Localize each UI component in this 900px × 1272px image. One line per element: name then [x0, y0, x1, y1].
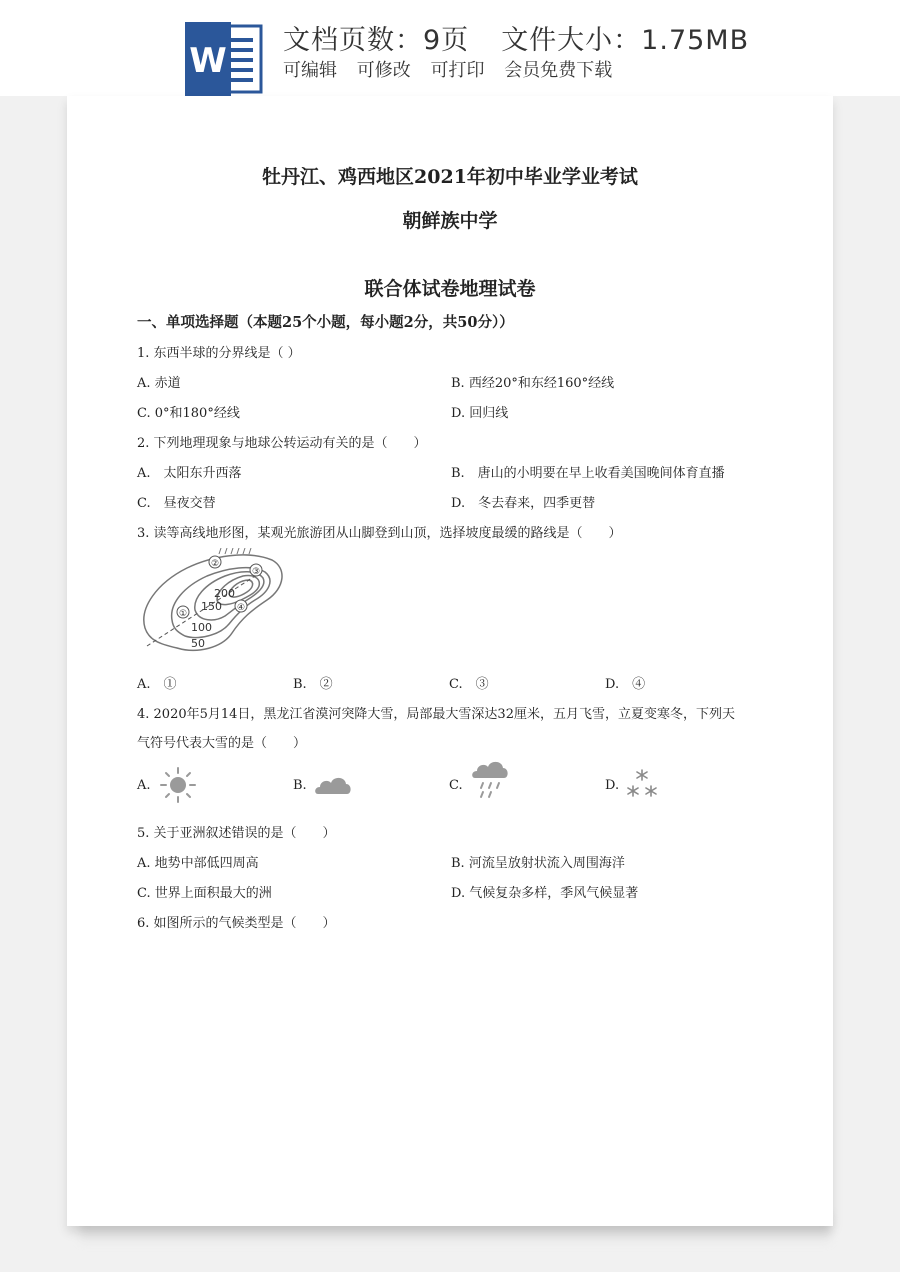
- svg-text:W: W: [189, 41, 227, 81]
- file-stats: [283, 18, 749, 57]
- contour-label-route-1: ①: [178, 609, 188, 619]
- word-document-icon: [185, 22, 263, 96]
- feature-list: [283, 56, 622, 82]
- q5-option-c: C. 世界上面积最大的洲: [137, 886, 272, 901]
- q4-option-a: A.: [137, 778, 151, 793]
- q2-option-b: B. 唐山的小明要在早上收看美国晚间体育直播: [451, 466, 725, 481]
- q4-option-c: C.: [449, 778, 463, 793]
- q3-option-a: A. ①: [137, 677, 177, 692]
- file-size: 文件大小：1.75MB: [501, 25, 750, 56]
- q3-option-d: D. ④: [605, 677, 646, 692]
- q4-option-d: D.: [605, 778, 620, 793]
- q1-option-a: A. 赤道: [137, 376, 181, 391]
- feature-editable: 可编辑: [283, 60, 337, 81]
- feature-member-download: 会员免费下载: [504, 60, 613, 81]
- contour-map-figure: [137, 548, 287, 660]
- q2-option-d: D. 冬去春来，四季更替: [451, 496, 596, 511]
- exam-title-line2: 朝鲜族中学: [402, 210, 498, 232]
- q3-option-c: C. ③: [449, 677, 489, 692]
- feature-printable: 可打印: [430, 60, 485, 81]
- q2-option-c: C. 昼夜交替: [137, 496, 216, 511]
- question-2: 2. 下列地理现象与地球公转运动有关的是（ ）: [137, 436, 427, 451]
- rain-icon: [471, 758, 511, 802]
- q1-option-b: B. 西经20°和东经160°经线: [451, 376, 615, 391]
- document-page: [67, 96, 833, 1226]
- q4-option-b: B.: [293, 778, 307, 793]
- contour-label-route-2: ②: [210, 559, 220, 569]
- page-count: 文档页数：9页: [283, 25, 470, 56]
- q5-option-b: B. 河流呈放射状流入周围海洋: [451, 856, 625, 871]
- question-5: 5. 关于亚洲叙述错误的是（ ）: [137, 826, 336, 841]
- exam-title-line1: 牡丹江、鸡西地区2021年初中毕业学业考试: [262, 166, 638, 188]
- question-3: 3. 读等高线地形图，某观光旅游团从山脚登到山顶，选择坡度最缓的路线是（ ）: [137, 526, 622, 541]
- document-info-header: [0, 0, 900, 96]
- question-6: 6. 如图所示的气候类型是（ ）: [137, 916, 336, 931]
- contour-label-200: 200: [214, 587, 235, 600]
- contour-label-150: 150: [201, 600, 222, 613]
- question-4-line1: 4. 2020年5月14日，黑龙江省漠河突降大雪，局部最大雪深达32厘米，五月飞雪，立夏变寒冬，下列天: [137, 707, 735, 722]
- feature-modifiable: 可修改: [356, 60, 411, 81]
- contour-label-route-4: ④: [236, 603, 246, 613]
- q1-option-c: C. 0°和180°经线: [137, 406, 240, 421]
- q1-option-d: D. 回归线: [451, 406, 509, 421]
- sun-icon: [159, 766, 197, 804]
- q5-option-a: A. 地势中部低四周高: [137, 856, 259, 871]
- q2-option-a: A. 太阳东升西落: [137, 466, 242, 481]
- q3-option-b: B. ②: [293, 677, 333, 692]
- question-4-line2: 气符号代表大雪的是（ ）: [137, 736, 307, 751]
- contour-label-100: 100: [191, 621, 212, 634]
- question-1: 1. 东西半球的分界线是（ ）: [137, 346, 301, 361]
- section-heading: 一、单项选择题（本题25个小题，每小题2分，共50分））: [137, 314, 514, 331]
- contour-label-route-3: ③: [251, 567, 261, 577]
- contour-label-50: 50: [191, 637, 205, 650]
- exam-subject-title: 联合体试卷地理试卷: [364, 278, 536, 300]
- q5-option-d: D. 气候复杂多样，季风气候显著: [451, 886, 639, 901]
- cloudy-icon: [314, 770, 352, 798]
- snow-icon: [625, 768, 659, 802]
